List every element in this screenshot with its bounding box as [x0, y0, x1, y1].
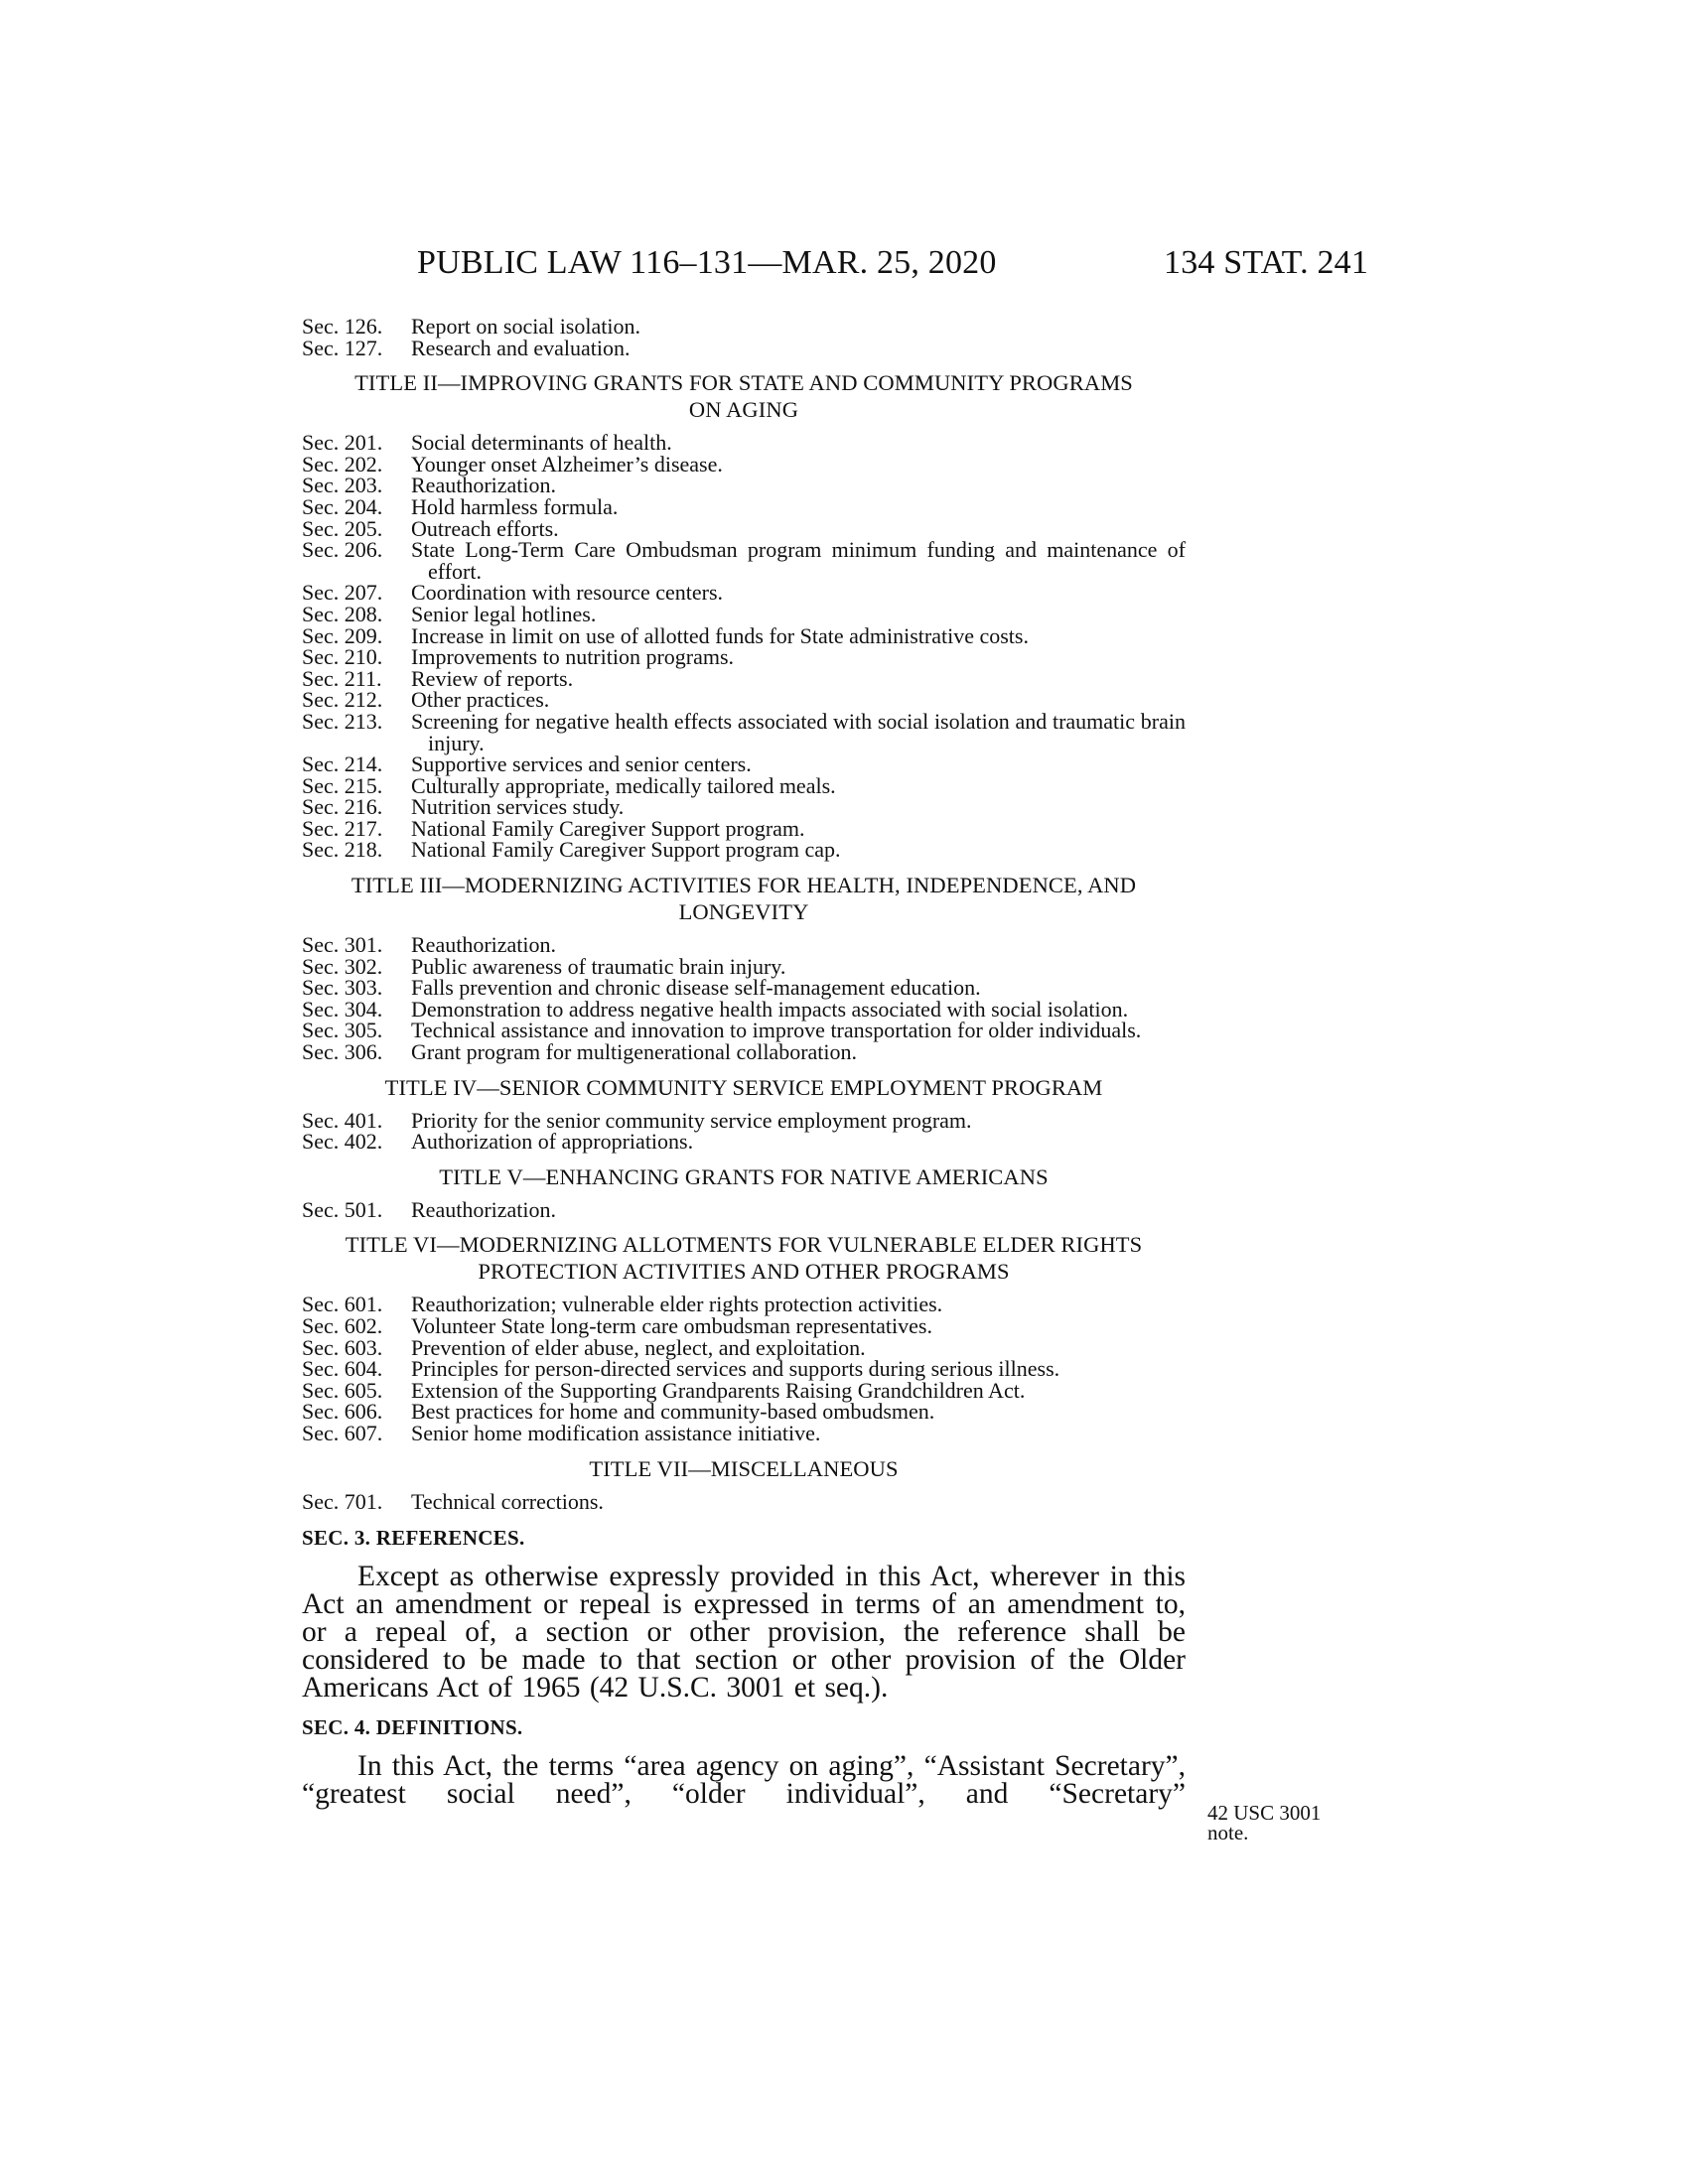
toc-section-title: Priority for the senior community service employment program. — [411, 1107, 972, 1133]
margin-note-label: note. — [1207, 1821, 1249, 1844]
toc-section-title: Technical corrections. — [411, 1488, 604, 1514]
toc-entry — [302, 934, 1186, 956]
toc-section-number: Sec. 205. — [302, 515, 383, 541]
title-heading-line: PROTECTION ACTIVITIES AND OTHER PROGRAMS — [478, 1259, 1010, 1285]
toc-section-title: Younger onset Alzheimer’s disease. — [411, 451, 723, 477]
toc-section-title: Demonstration to address negative health impacts associated with social isolation. — [411, 996, 1129, 1022]
toc-entry — [302, 772, 1186, 798]
toc-entry — [302, 1020, 1186, 1041]
toc-entry — [302, 1041, 1186, 1063]
toc-section-number: Sec. 304. — [302, 996, 383, 1022]
toc-section-number: Sec. 208. — [302, 601, 383, 626]
toc-section-title: Grant program for multigenerational collaboration. — [411, 1039, 858, 1065]
section-4-heading: SEC. 4. DEFINITIONS. — [302, 1715, 523, 1740]
toc-section-number: Sec. 204. — [302, 493, 383, 519]
toc-section-number: Sec. 211. — [302, 665, 382, 691]
toc-section-title: Coordination with resource centers. — [411, 580, 724, 606]
toc-section-number: Sec. 201. — [302, 430, 383, 456]
toc-section-number: Sec. 602. — [302, 1313, 383, 1338]
toc-section-number: Sec. 214. — [302, 751, 383, 777]
toc-section-number: Sec. 306. — [302, 1039, 383, 1065]
toc-section-number: Sec. 303. — [302, 975, 383, 1001]
toc-section-title: Outreach efforts. — [411, 515, 559, 541]
title-heading — [302, 1231, 1186, 1285]
toc-entry — [302, 689, 1186, 711]
toc-entry — [302, 335, 1186, 360]
toc-section-number: Sec. 202. — [302, 451, 383, 477]
toc-entry — [302, 665, 1186, 691]
title-heading-line: LONGEVITY — [678, 899, 809, 925]
toc-section-number: Sec. 402. — [302, 1129, 383, 1155]
toc-entry — [302, 475, 1186, 496]
toc-section-title: Authorization of appropriations. — [411, 1129, 694, 1155]
toc-section-title: State Long-Term Care Ombudsman program minimum funding and maintenance of effort. — [411, 537, 1186, 584]
toc-section-number: Sec. 217. — [302, 815, 383, 841]
toc-entry — [302, 582, 1186, 604]
page-number: 134 STAT. 241 — [1164, 244, 1369, 281]
toc-entry — [302, 539, 1186, 582]
toc-section-title: Culturally appropriate, medically tailored meals. — [411, 772, 836, 798]
toc-section-title: Research and evaluation. — [411, 335, 631, 360]
toc-entry — [302, 515, 1186, 541]
toc-entry — [302, 646, 1186, 668]
toc-section-title: Principles for person-directed services and supports during serious illness. — [411, 1356, 1060, 1382]
toc-entry — [302, 977, 1186, 999]
toc-section-number: Sec. 213. — [302, 708, 383, 734]
toc-section-title: Nutrition services study. — [411, 794, 625, 820]
toc-section-title: National Family Caregiver Support program. — [411, 815, 805, 841]
toc-entry — [302, 996, 1186, 1022]
toc-section-number: Sec. 206. — [302, 537, 383, 563]
toc-section-title: Prevention of elder abuse, neglect, and exploitation. — [411, 1334, 866, 1360]
title-heading — [302, 1455, 1186, 1482]
margin-note — [1207, 1803, 1346, 1843]
title-heading-line: TITLE II—IMPROVING GRANTS FOR STATE AND COMMUNITY PROGRAMS — [354, 370, 1133, 396]
toc-section-number: Sec. 215. — [302, 772, 383, 798]
toc-section-title: Falls prevention and chronic disease self-management education. — [411, 975, 981, 1001]
toc-section-number: Sec. 127. — [302, 335, 383, 360]
toc-section-title: Reauthorization. — [411, 473, 557, 498]
title-heading-line: ON AGING — [688, 397, 799, 423]
toc-section-number: Sec. 218. — [302, 837, 383, 863]
toc-entry — [302, 1107, 1186, 1133]
toc-section-title: Technical assistance and innovation to improve transportation for older individuals. — [411, 1018, 1142, 1043]
title-heading — [302, 1163, 1186, 1190]
toc-section-title: Report on social isolation. — [411, 314, 640, 339]
toc-section-title: Reauthorization; vulnerable elder rights protection activities. — [411, 1292, 943, 1317]
toc-section-title: Improvements to nutrition programs. — [411, 644, 735, 670]
toc-section-number: Sec. 301. — [302, 932, 383, 958]
title-heading-line: TITLE III—MODERNIZING ACTIVITIES FOR HEALTH, INDEPENDENCE, AND — [351, 873, 1137, 898]
toc-section-number: Sec. 207. — [302, 580, 383, 606]
toc-section-number: Sec. 607. — [302, 1420, 383, 1445]
toc-section-title: Senior home modification assistance initiative. — [411, 1420, 821, 1445]
toc-entry — [302, 601, 1186, 626]
section-3-heading: SEC. 3. REFERENCES. — [302, 1526, 525, 1551]
toc-entry — [302, 1420, 1186, 1445]
toc-section-title: Review of reports. — [411, 665, 574, 691]
toc-section-title: Extension of the Supporting Grandparents Raising Grandchildren Act. — [411, 1377, 1026, 1403]
title-heading — [302, 369, 1186, 423]
toc-section-number: Sec. 203. — [302, 473, 383, 498]
toc-section-title: Reauthorization. — [411, 1196, 557, 1222]
toc-entry — [302, 708, 1186, 755]
toc-section-number: Sec. 216. — [302, 794, 383, 820]
toc-section-title: Social determinants of health. — [411, 430, 672, 456]
toc-entry — [302, 432, 1186, 454]
section-4-body: In this Act, the terms “area agency on aging”, “Assistant Secretary”, “greatest social need”, “older individual”, and “Secretary” — [302, 1750, 1186, 1811]
toc-entry — [302, 1358, 1186, 1380]
toc-entry — [302, 1131, 1186, 1153]
toc-entry — [302, 493, 1186, 519]
toc-section-title: Screening for negative health effects associated with social isolation and traumatic brain injury. — [411, 708, 1186, 755]
toc-entry — [302, 1401, 1186, 1423]
toc-section-title: Increase in limit on use of allotted funds for State administrative costs. — [411, 622, 1029, 648]
toc-entry — [302, 316, 1186, 338]
toc-entry — [302, 1488, 1186, 1514]
toc-section-title: Public awareness of traumatic brain injury. — [411, 953, 786, 979]
title-heading-line: TITLE VI—MODERNIZING ALLOTMENTS FOR VULNERABLE ELDER RIGHTS — [345, 1232, 1143, 1258]
toc-entry — [302, 1196, 1186, 1222]
section-3-body: Except as otherwise expressly provided in this Act, wherever in this Act an amendment or repeal is expressed in terms of an amendment to, or a repeal of, a section or other provision, the reference shall be considered to be made to that section or other provision of the Older Americans Act of 1965 (42 U.S.C. 3001 et seq.). — [302, 1561, 1186, 1705]
toc-section-number: Sec. 605. — [302, 1377, 383, 1403]
toc-section-number: Sec. 603. — [302, 1334, 383, 1360]
toc-section-number: Sec. 126. — [302, 314, 383, 339]
toc-entry — [302, 753, 1186, 775]
toc-entry — [302, 1294, 1186, 1315]
title-heading-line: TITLE V—ENHANCING GRANTS FOR NATIVE AMERICANS — [439, 1163, 1049, 1189]
title-heading — [302, 872, 1186, 925]
toc-section-number: Sec. 606. — [302, 1399, 383, 1425]
toc-section-number: Sec. 212. — [302, 687, 383, 713]
toc-section-number: Sec. 210. — [302, 644, 383, 670]
toc-section-number: Sec. 701. — [302, 1488, 383, 1514]
text-column — [302, 314, 1186, 1811]
toc-section-number: Sec. 305. — [302, 1018, 383, 1043]
toc-section-title: Reauthorization. — [411, 932, 557, 958]
toc-entry — [302, 451, 1186, 477]
toc-section-title: Senior legal hotlines. — [411, 601, 597, 626]
toc-section-title: Other practices. — [411, 687, 550, 713]
toc-section-title: Best practices for home and community-based ombudsmen. — [411, 1399, 935, 1425]
toc-section-title: National Family Caregiver Support program cap. — [411, 837, 841, 863]
table-of-contents — [302, 316, 1186, 1512]
toc-entry — [302, 1377, 1186, 1403]
toc-section-number: Sec. 501. — [302, 1196, 383, 1222]
toc-section-number: Sec. 401. — [302, 1107, 383, 1133]
running-header: PUBLIC LAW 116–131—MAR. 25, 2020 — [417, 244, 997, 281]
toc-section-number: Sec. 209. — [302, 622, 383, 648]
toc-entry — [302, 796, 1186, 818]
title-heading — [302, 1074, 1186, 1101]
toc-section-title: Hold harmless formula. — [411, 493, 619, 519]
toc-entry — [302, 953, 1186, 979]
margin-note-citation: 42 USC 3001 — [1207, 1801, 1322, 1825]
toc-entry — [302, 622, 1186, 648]
toc-entry — [302, 839, 1186, 861]
toc-section-title: Volunteer State long-term care ombudsman representatives. — [411, 1313, 932, 1338]
toc-entry — [302, 1334, 1186, 1360]
toc-entry — [302, 1315, 1186, 1337]
title-heading-line: TITLE IV—SENIOR COMMUNITY SERVICE EMPLOYMENT PROGRAM — [384, 1074, 1103, 1100]
toc-section-number: Sec. 302. — [302, 953, 383, 979]
title-heading-line: TITLE VII—MISCELLANEOUS — [589, 1455, 899, 1481]
toc-section-title: Supportive services and senior centers. — [411, 751, 752, 777]
toc-section-number: Sec. 601. — [302, 1292, 383, 1317]
toc-section-number: Sec. 604. — [302, 1356, 383, 1382]
toc-entry — [302, 815, 1186, 841]
